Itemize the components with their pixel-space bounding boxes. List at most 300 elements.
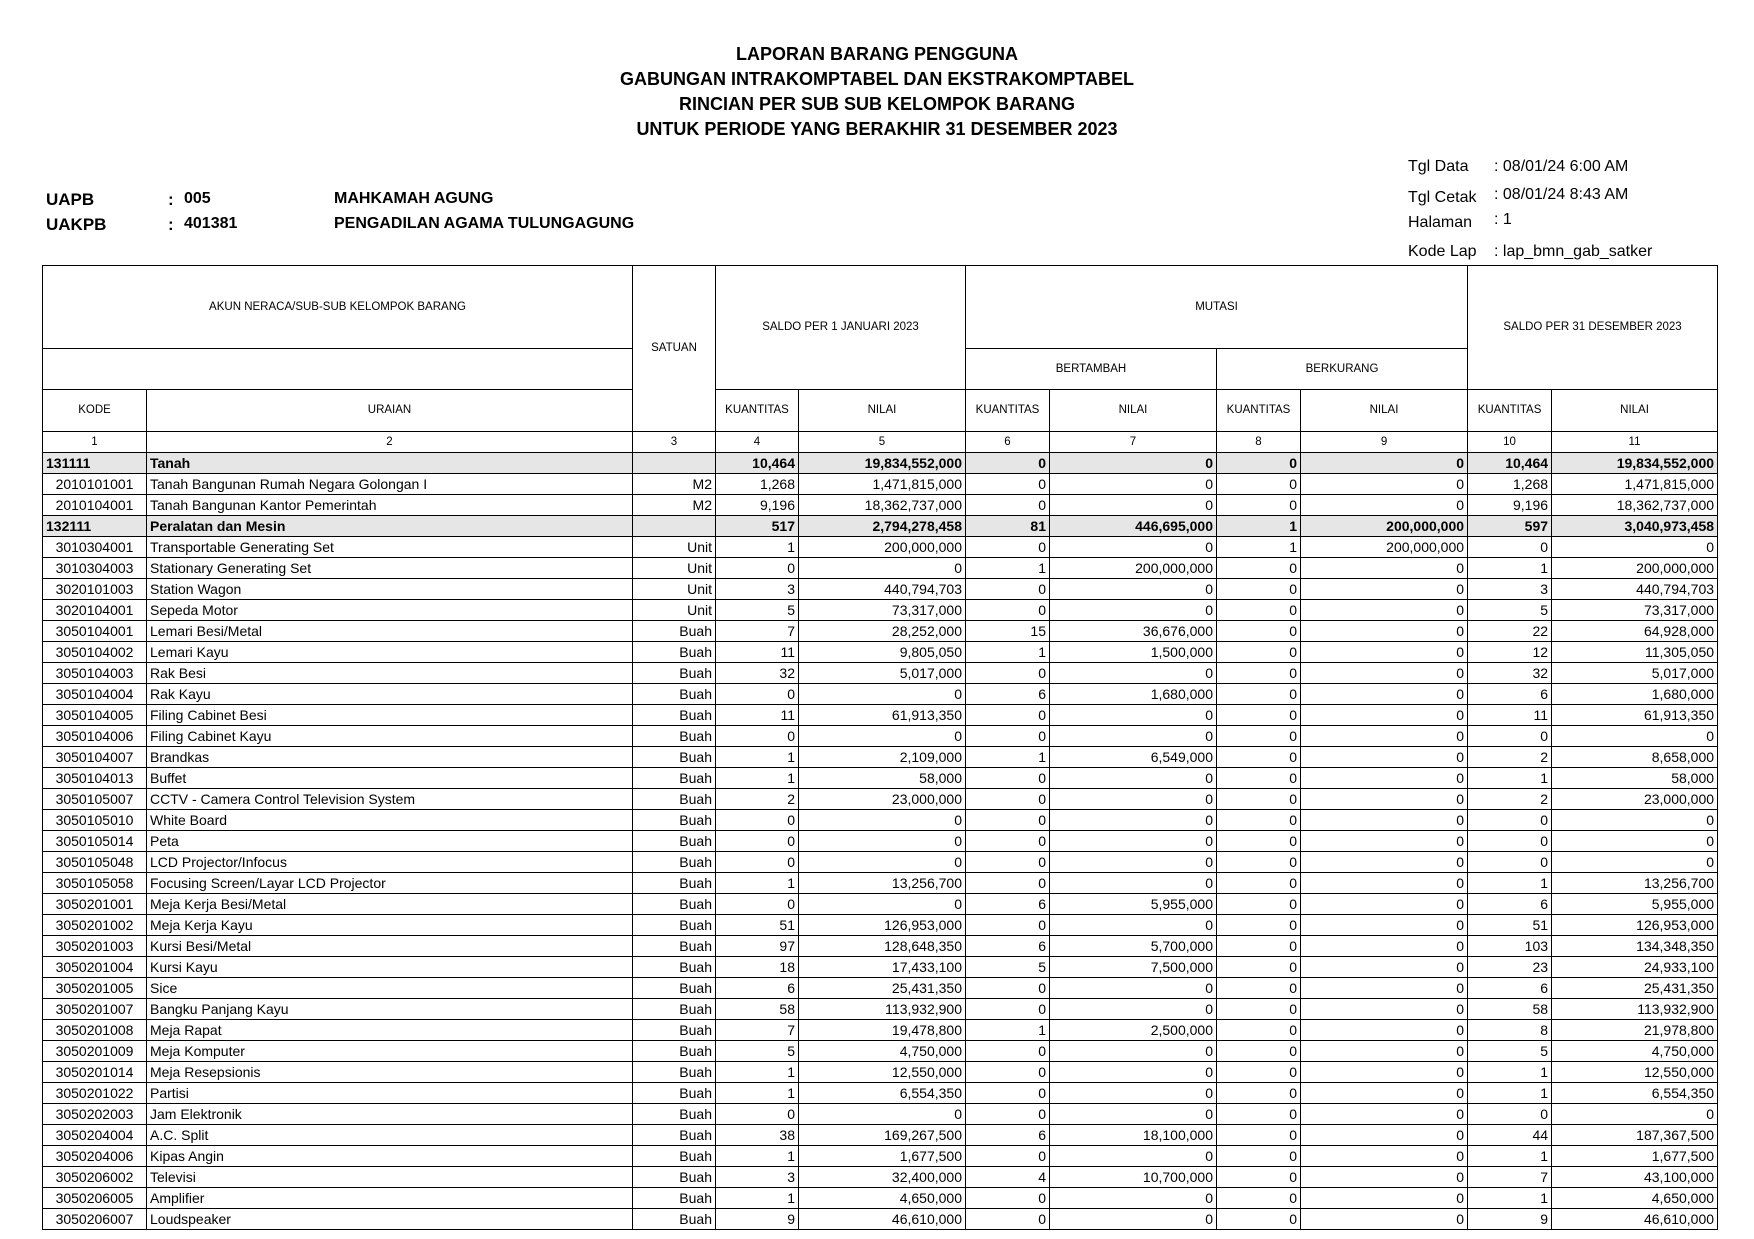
row-bertambah-nilai: 2,500,000 [1050, 1020, 1217, 1041]
row-uraian: Meja Rapat [147, 1020, 633, 1041]
row-saldo-awal-nilai: 169,267,500 [799, 1125, 966, 1146]
row-saldo-awal-nilai: 1,471,815,000 [799, 474, 966, 495]
row-berkurang-nilai: 0 [1301, 978, 1468, 999]
header-saldo-awal: SALDO PER 1 JANUARI 2023 [716, 266, 966, 390]
row-uraian: Kursi Kayu [147, 957, 633, 978]
row-uraian: Station Wagon [147, 579, 633, 600]
row-saldo-awal-nilai: 0 [799, 684, 966, 705]
row-saldo-akhir-nilai: 5,017,000 [1552, 663, 1718, 684]
row-saldo-awal-kuantitas: 0 [716, 558, 799, 579]
row-bertambah-kuantitas: 0 [966, 978, 1050, 999]
row-saldo-awal-kuantitas: 18 [716, 957, 799, 978]
row-saldo-awal-kuantitas: 1 [716, 1146, 799, 1167]
uapb-label: UAPB [46, 190, 95, 209]
row-bertambah-nilai: 0 [1050, 1146, 1217, 1167]
row-saldo-akhir-nilai: 0 [1552, 852, 1718, 873]
uakpb-label: UAKPB [46, 215, 107, 234]
row-saldo-akhir-nilai: 0 [1552, 726, 1718, 747]
row-berkurang-nilai: 200,000,000 [1301, 537, 1468, 558]
row-saldo-awal-nilai: 0 [799, 810, 966, 831]
row-saldo-akhir-kuantitas: 2 [1468, 789, 1552, 810]
uapb-name: MAHKAMAH AGUNG [334, 190, 494, 207]
row-saldo-awal-nilai: 58,000 [799, 768, 966, 789]
row-bertambah-kuantitas: 0 [966, 999, 1050, 1020]
row-saldo-akhir-nilai: 61,913,350 [1552, 705, 1718, 726]
title-line-3: RINCIAN PER SUB SUB KELOMPOK BARANG [678, 94, 1076, 114]
row-saldo-akhir-kuantitas: 7 [1468, 1167, 1552, 1188]
row-satuan: Buah [633, 999, 716, 1020]
uapb-code: 005 [184, 190, 211, 207]
row-bertambah-kuantitas: 0 [966, 1104, 1050, 1125]
row-saldo-akhir-kuantitas: 0 [1468, 810, 1552, 831]
row-bertambah-nilai: 0 [1050, 537, 1217, 558]
row-satuan: Buah [633, 873, 716, 894]
row-satuan: Buah [633, 1188, 716, 1209]
row-uraian: Meja Kerja Besi/Metal [147, 894, 633, 915]
row-kode: 3050201002 [43, 915, 147, 936]
table-row [43, 1209, 1718, 1230]
row-saldo-awal-kuantitas: 1 [716, 1188, 799, 1209]
table-row [43, 789, 1718, 810]
row-saldo-akhir-kuantitas: 51 [1468, 915, 1552, 936]
report-title [0, 42, 1754, 142]
col-number: 5 [799, 432, 966, 453]
row-uraian: Stationary Generating Set [147, 558, 633, 579]
row-saldo-akhir-nilai: 8,658,000 [1552, 747, 1718, 768]
row-berkurang-nilai: 0 [1301, 1188, 1468, 1209]
row-saldo-akhir-kuantitas: 0 [1468, 726, 1552, 747]
row-kode: 3050204006 [43, 1146, 147, 1167]
row-berkurang-kuantitas: 0 [1217, 1188, 1301, 1209]
table-row [43, 1188, 1718, 1209]
row-kode: 3050201014 [43, 1062, 147, 1083]
meta-halaman-value: : 1 [1494, 211, 1512, 228]
row-berkurang-kuantitas: 0 [1217, 495, 1301, 516]
row-kode: 3050202003 [43, 1104, 147, 1125]
row-berkurang-nilai: 0 [1301, 810, 1468, 831]
row-saldo-akhir-nilai: 1,471,815,000 [1552, 474, 1718, 495]
row-uraian: Tanah [147, 453, 633, 474]
row-berkurang-nilai: 0 [1301, 663, 1468, 684]
row-bertambah-nilai: 0 [1050, 663, 1217, 684]
row-saldo-akhir-nilai: 4,750,000 [1552, 1041, 1718, 1062]
uakpb-name: PENGADILAN AGAMA TULUNGAGUNG [334, 215, 635, 232]
row-berkurang-kuantitas: 0 [1217, 810, 1301, 831]
header-mutasi: MUTASI [966, 266, 1468, 349]
meta-tgl-cetak-value: : 08/01/24 8:43 AM [1494, 186, 1629, 203]
row-satuan: Buah [633, 684, 716, 705]
header-nilai: NILAI [1552, 390, 1718, 432]
row-uraian: Buffet [147, 768, 633, 789]
row-uraian: Rak Besi [147, 663, 633, 684]
row-saldo-akhir-kuantitas: 22 [1468, 621, 1552, 642]
row-bertambah-kuantitas: 81 [966, 516, 1050, 537]
row-bertambah-nilai: 36,676,000 [1050, 621, 1217, 642]
row-saldo-awal-kuantitas: 1 [716, 1083, 799, 1104]
row-saldo-awal-nilai: 2,794,278,458 [799, 516, 966, 537]
row-satuan: Buah [633, 852, 716, 873]
row-bertambah-kuantitas: 1 [966, 558, 1050, 579]
row-saldo-akhir-kuantitas: 9,196 [1468, 495, 1552, 516]
row-bertambah-kuantitas: 0 [966, 600, 1050, 621]
row-saldo-akhir-kuantitas: 44 [1468, 1125, 1552, 1146]
row-kode: 3050104002 [43, 642, 147, 663]
report-table [42, 265, 1718, 1230]
row-bertambah-nilai: 5,700,000 [1050, 936, 1217, 957]
row-berkurang-kuantitas: 0 [1217, 831, 1301, 852]
row-berkurang-kuantitas: 0 [1217, 663, 1301, 684]
row-satuan: Unit [633, 579, 716, 600]
row-kode: 3050104004 [43, 684, 147, 705]
row-saldo-awal-kuantitas: 6 [716, 978, 799, 999]
row-kode: 2010104001 [43, 495, 147, 516]
row-berkurang-kuantitas: 1 [1217, 537, 1301, 558]
row-satuan: Buah [633, 894, 716, 915]
meta-kode-lap-value: : lap_bmn_gab_satker [1494, 243, 1653, 260]
table-row [43, 579, 1718, 600]
row-berkurang-nilai: 0 [1301, 1041, 1468, 1062]
row-berkurang-kuantitas: 0 [1217, 873, 1301, 894]
row-satuan: Buah [633, 621, 716, 642]
row-saldo-akhir-nilai: 13,256,700 [1552, 873, 1718, 894]
header-uraian: URAIAN [147, 390, 633, 432]
table-row [43, 1041, 1718, 1062]
row-saldo-akhir-nilai: 21,978,800 [1552, 1020, 1718, 1041]
row-berkurang-nilai: 0 [1301, 474, 1468, 495]
uakpb-code: 401381 [184, 215, 238, 232]
row-berkurang-nilai: 0 [1301, 1125, 1468, 1146]
row-saldo-akhir-nilai: 113,932,900 [1552, 999, 1718, 1020]
row-berkurang-kuantitas: 0 [1217, 726, 1301, 747]
meta-halaman-label: Halaman [1408, 214, 1473, 231]
row-berkurang-kuantitas: 0 [1217, 747, 1301, 768]
row-uraian: Kipas Angin [147, 1146, 633, 1167]
row-saldo-akhir-nilai: 126,953,000 [1552, 915, 1718, 936]
table-row [43, 1020, 1718, 1041]
row-uraian: Televisi [147, 1167, 633, 1188]
row-satuan: Buah [633, 936, 716, 957]
row-saldo-awal-kuantitas: 1 [716, 537, 799, 558]
row-uraian: Brandkas [147, 747, 633, 768]
row-berkurang-nilai: 0 [1301, 957, 1468, 978]
row-berkurang-kuantitas: 0 [1217, 852, 1301, 873]
row-saldo-awal-nilai: 440,794,703 [799, 579, 966, 600]
row-bertambah-kuantitas: 15 [966, 621, 1050, 642]
row-berkurang-nilai: 0 [1301, 642, 1468, 663]
row-berkurang-kuantitas: 0 [1217, 789, 1301, 810]
row-berkurang-nilai: 0 [1301, 495, 1468, 516]
row-saldo-awal-nilai: 0 [799, 831, 966, 852]
table-row [43, 642, 1718, 663]
row-kode: 3050105058 [43, 873, 147, 894]
row-bertambah-nilai: 0 [1050, 1083, 1217, 1104]
col-number: 9 [1301, 432, 1468, 453]
row-kode: 3050206007 [43, 1209, 147, 1230]
row-berkurang-kuantitas: 0 [1217, 768, 1301, 789]
row-saldo-awal-kuantitas: 0 [716, 852, 799, 873]
table-row [43, 873, 1718, 894]
title-line-4: UNTUK PERIODE YANG BERAKHIR 31 DESEMBER 2023 [636, 119, 1118, 139]
table-row [43, 663, 1718, 684]
row-saldo-awal-nilai: 0 [799, 894, 966, 915]
table-row [43, 1146, 1718, 1167]
row-saldo-akhir-nilai: 134,348,350 [1552, 936, 1718, 957]
row-saldo-awal-kuantitas: 38 [716, 1125, 799, 1146]
row-saldo-akhir-nilai: 5,955,000 [1552, 894, 1718, 915]
row-berkurang-kuantitas: 0 [1217, 1083, 1301, 1104]
row-saldo-akhir-nilai: 0 [1552, 831, 1718, 852]
row-berkurang-kuantitas: 0 [1217, 642, 1301, 663]
row-saldo-akhir-nilai: 23,000,000 [1552, 789, 1718, 810]
row-saldo-awal-nilai: 0 [799, 852, 966, 873]
row-uraian: Partisi [147, 1083, 633, 1104]
row-berkurang-nilai: 0 [1301, 1209, 1468, 1230]
row-uraian: Transportable Generating Set [147, 537, 633, 558]
table-row [43, 726, 1718, 747]
row-saldo-awal-kuantitas: 0 [716, 684, 799, 705]
row-bertambah-kuantitas: 0 [966, 1083, 1050, 1104]
row-kode: 3050201001 [43, 894, 147, 915]
row-satuan: Buah [633, 789, 716, 810]
row-saldo-akhir-nilai: 440,794,703 [1552, 579, 1718, 600]
row-berkurang-kuantitas: 0 [1217, 474, 1301, 495]
row-berkurang-nilai: 0 [1301, 831, 1468, 852]
row-saldo-akhir-kuantitas: 0 [1468, 1104, 1552, 1125]
table-row [43, 1083, 1718, 1104]
col-number: 8 [1217, 432, 1301, 453]
row-bertambah-nilai: 0 [1050, 579, 1217, 600]
row-satuan: Unit [633, 537, 716, 558]
row-berkurang-kuantitas: 0 [1217, 579, 1301, 600]
row-berkurang-nilai: 0 [1301, 1083, 1468, 1104]
row-berkurang-kuantitas: 0 [1217, 453, 1301, 474]
row-saldo-awal-kuantitas: 0 [716, 810, 799, 831]
header-kuantitas: KUANTITAS [1468, 390, 1552, 432]
row-uraian: Peta [147, 831, 633, 852]
row-berkurang-nilai: 0 [1301, 705, 1468, 726]
meta-kode-lap-label: Kode Lap [1408, 243, 1477, 260]
row-kode: 3050201022 [43, 1083, 147, 1104]
row-bertambah-nilai: 0 [1050, 915, 1217, 936]
row-saldo-awal-kuantitas: 1,268 [716, 474, 799, 495]
row-saldo-akhir-nilai: 1,680,000 [1552, 684, 1718, 705]
table-body [43, 453, 1718, 1230]
row-bertambah-kuantitas: 0 [966, 831, 1050, 852]
row-uraian: Sice [147, 978, 633, 999]
row-saldo-akhir-kuantitas: 0 [1468, 852, 1552, 873]
table-row [43, 474, 1718, 495]
row-saldo-akhir-nilai: 187,367,500 [1552, 1125, 1718, 1146]
table-row [43, 600, 1718, 621]
table-row [43, 621, 1718, 642]
row-bertambah-kuantitas: 0 [966, 726, 1050, 747]
title-line-1: LAPORAN BARANG PENGGUNA [735, 44, 1018, 64]
row-bertambah-nilai: 0 [1050, 600, 1217, 621]
row-saldo-akhir-kuantitas: 11 [1468, 705, 1552, 726]
row-satuan [633, 453, 716, 474]
row-satuan: M2 [633, 474, 716, 495]
row-berkurang-kuantitas: 0 [1217, 1020, 1301, 1041]
row-berkurang-kuantitas: 0 [1217, 558, 1301, 579]
row-berkurang-nilai: 0 [1301, 894, 1468, 915]
table-row [43, 537, 1718, 558]
row-saldo-awal-kuantitas: 51 [716, 915, 799, 936]
table-row [43, 978, 1718, 999]
header-bertambah: BERTAMBAH [966, 349, 1217, 390]
row-saldo-akhir-nilai: 200,000,000 [1552, 558, 1718, 579]
row-satuan: Buah [633, 1083, 716, 1104]
row-saldo-akhir-kuantitas: 1 [1468, 1188, 1552, 1209]
row-saldo-awal-nilai: 128,648,350 [799, 936, 966, 957]
row-uraian: Tanah Bangunan Kantor Pemerintah [147, 495, 633, 516]
row-kode: 3050104003 [43, 663, 147, 684]
row-kode: 3050104001 [43, 621, 147, 642]
row-saldo-akhir-kuantitas: 597 [1468, 516, 1552, 537]
row-saldo-akhir-kuantitas: 12 [1468, 642, 1552, 663]
row-saldo-awal-kuantitas: 58 [716, 999, 799, 1020]
row-berkurang-kuantitas: 0 [1217, 957, 1301, 978]
row-saldo-akhir-kuantitas: 10,464 [1468, 453, 1552, 474]
row-berkurang-nilai: 0 [1301, 768, 1468, 789]
row-kode: 3050201007 [43, 999, 147, 1020]
row-kode: 3050206005 [43, 1188, 147, 1209]
meta-tgl-data-label: Tgl Data [1408, 158, 1469, 175]
row-berkurang-nilai: 0 [1301, 600, 1468, 621]
row-saldo-awal-kuantitas: 5 [716, 600, 799, 621]
table-row [43, 705, 1718, 726]
row-satuan: Buah [633, 663, 716, 684]
row-bertambah-nilai: 0 [1050, 1041, 1217, 1062]
row-kode: 3050105014 [43, 831, 147, 852]
row-satuan [633, 516, 716, 537]
row-bertambah-nilai: 0 [1050, 1104, 1217, 1125]
row-berkurang-kuantitas: 0 [1217, 621, 1301, 642]
row-bertambah-nilai: 0 [1050, 999, 1217, 1020]
row-berkurang-nilai: 0 [1301, 726, 1468, 747]
row-berkurang-nilai: 0 [1301, 789, 1468, 810]
row-saldo-awal-nilai: 2,109,000 [799, 747, 966, 768]
row-berkurang-kuantitas: 0 [1217, 705, 1301, 726]
row-bertambah-nilai: 0 [1050, 1188, 1217, 1209]
header-kuantitas: KUANTITAS [1217, 390, 1301, 432]
row-bertambah-nilai: 0 [1050, 453, 1217, 474]
row-berkurang-kuantitas: 0 [1217, 1104, 1301, 1125]
row-berkurang-nilai: 0 [1301, 579, 1468, 600]
header-akun: AKUN NERACA/SUB-SUB KELOMPOK BARANG [43, 266, 633, 349]
row-uraian: LCD Projector/Infocus [147, 852, 633, 873]
table-row [43, 915, 1718, 936]
row-bertambah-nilai: 5,955,000 [1050, 894, 1217, 915]
row-saldo-awal-nilai: 25,431,350 [799, 978, 966, 999]
row-berkurang-kuantitas: 0 [1217, 1125, 1301, 1146]
row-kode: 3050104013 [43, 768, 147, 789]
row-saldo-awal-kuantitas: 1 [716, 768, 799, 789]
row-satuan: Buah [633, 1020, 716, 1041]
row-satuan: Buah [633, 1167, 716, 1188]
row-saldo-akhir-kuantitas: 8 [1468, 1020, 1552, 1041]
row-saldo-akhir-kuantitas: 32 [1468, 663, 1552, 684]
row-uraian: Meja Kerja Kayu [147, 915, 633, 936]
row-saldo-akhir-kuantitas: 1 [1468, 1146, 1552, 1167]
row-kode: 3050104007 [43, 747, 147, 768]
row-bertambah-kuantitas: 6 [966, 936, 1050, 957]
row-bertambah-nilai: 0 [1050, 1209, 1217, 1230]
row-saldo-awal-kuantitas: 0 [716, 894, 799, 915]
row-saldo-akhir-nilai: 46,610,000 [1552, 1209, 1718, 1230]
row-kode: 3010304001 [43, 537, 147, 558]
row-bertambah-nilai: 0 [1050, 831, 1217, 852]
row-saldo-akhir-nilai: 0 [1552, 810, 1718, 831]
row-bertambah-kuantitas: 1 [966, 1020, 1050, 1041]
row-saldo-awal-nilai: 18,362,737,000 [799, 495, 966, 516]
row-saldo-awal-nilai: 32,400,000 [799, 1167, 966, 1188]
row-uraian: Sepeda Motor [147, 600, 633, 621]
row-satuan: Buah [633, 1062, 716, 1083]
row-saldo-awal-nilai: 19,478,800 [799, 1020, 966, 1041]
row-saldo-akhir-kuantitas: 0 [1468, 537, 1552, 558]
header-akun-spacer [43, 349, 633, 390]
row-bertambah-nilai: 0 [1050, 1062, 1217, 1083]
row-uraian: Rak Kayu [147, 684, 633, 705]
row-bertambah-kuantitas: 0 [966, 579, 1050, 600]
row-saldo-awal-nilai: 23,000,000 [799, 789, 966, 810]
row-satuan: Buah [633, 642, 716, 663]
header-nilai: NILAI [1050, 390, 1217, 432]
row-berkurang-nilai: 0 [1301, 747, 1468, 768]
row-bertambah-kuantitas: 0 [966, 705, 1050, 726]
row-saldo-akhir-nilai: 58,000 [1552, 768, 1718, 789]
row-saldo-akhir-nilai: 0 [1552, 537, 1718, 558]
row-saldo-awal-kuantitas: 9 [716, 1209, 799, 1230]
row-bertambah-nilai: 6,549,000 [1050, 747, 1217, 768]
row-uraian: Filing Cabinet Besi [147, 705, 633, 726]
row-bertambah-kuantitas: 0 [966, 1209, 1050, 1230]
row-bertambah-nilai: 0 [1050, 789, 1217, 810]
table-row [43, 1104, 1718, 1125]
row-kode: 3050201004 [43, 957, 147, 978]
row-saldo-akhir-kuantitas: 0 [1468, 831, 1552, 852]
row-berkurang-nilai: 0 [1301, 873, 1468, 894]
row-saldo-awal-kuantitas: 3 [716, 1167, 799, 1188]
row-saldo-akhir-kuantitas: 2 [1468, 747, 1552, 768]
row-bertambah-nilai: 0 [1050, 978, 1217, 999]
row-satuan: Buah [633, 915, 716, 936]
row-saldo-akhir-kuantitas: 5 [1468, 1041, 1552, 1062]
row-saldo-awal-nilai: 5,017,000 [799, 663, 966, 684]
header-berkurang: BERKURANG [1217, 349, 1468, 390]
row-saldo-akhir-kuantitas: 1 [1468, 873, 1552, 894]
row-uraian: Lemari Besi/Metal [147, 621, 633, 642]
row-kode: 3050201003 [43, 936, 147, 957]
row-kode: 2010101001 [43, 474, 147, 495]
row-saldo-akhir-kuantitas: 1 [1468, 768, 1552, 789]
header-kuantitas: KUANTITAS [716, 390, 799, 432]
row-kode: 3050201005 [43, 978, 147, 999]
row-saldo-awal-kuantitas: 32 [716, 663, 799, 684]
row-saldo-akhir-kuantitas: 3 [1468, 579, 1552, 600]
row-berkurang-nilai: 0 [1301, 1062, 1468, 1083]
row-saldo-awal-nilai: 6,554,350 [799, 1083, 966, 1104]
row-satuan: Buah [633, 1104, 716, 1125]
row-satuan: Buah [633, 810, 716, 831]
row-saldo-awal-nilai: 61,913,350 [799, 705, 966, 726]
row-kode: 3050204004 [43, 1125, 147, 1146]
row-bertambah-kuantitas: 0 [966, 537, 1050, 558]
row-saldo-akhir-nilai: 73,317,000 [1552, 600, 1718, 621]
row-satuan: Buah [633, 726, 716, 747]
row-bertambah-kuantitas: 5 [966, 957, 1050, 978]
row-uraian: Meja Resepsionis [147, 1062, 633, 1083]
